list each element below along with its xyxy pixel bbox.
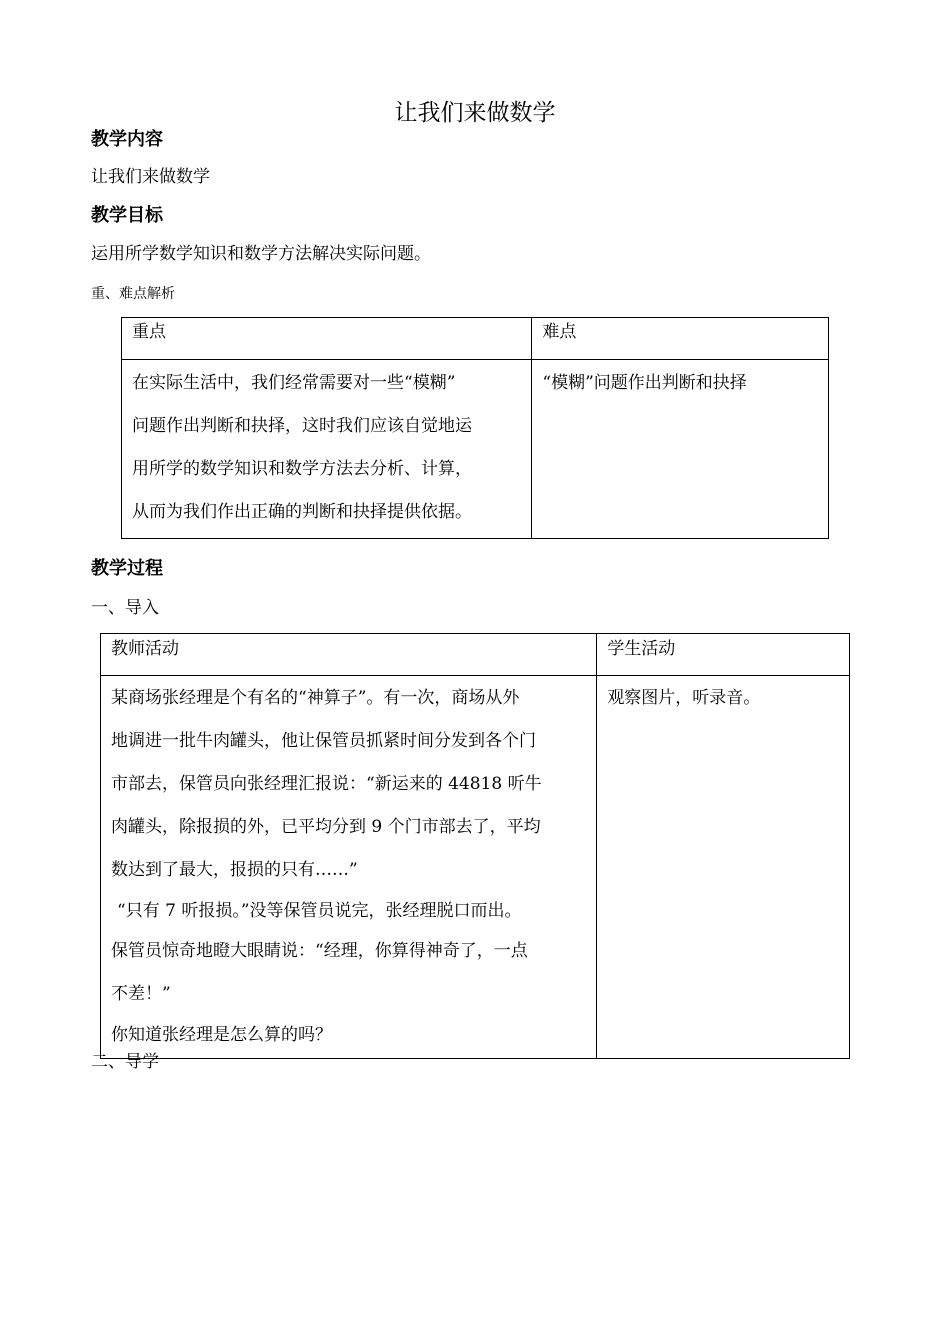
keypoints-header-difficulty: 难点 <box>532 318 829 360</box>
key-line: 在实际生活中，我们经常需要对一些“模糊” <box>132 373 456 393</box>
keypoints-key-cell <box>122 360 532 539</box>
part1-label: 一、导入 <box>91 598 159 618</box>
teacher-line: 市部去，保管员向张经理汇报说：“新运来的 44818 听牛 <box>111 774 542 794</box>
keypoints-table <box>121 317 829 539</box>
student-activity-cell <box>597 676 850 1059</box>
teaching-process-heading: 教学过程 <box>91 558 163 579</box>
keypoints-label: 重、难点解析 <box>91 286 175 302</box>
keypoints-header-key: 重点 <box>122 318 532 360</box>
key-line: 用所学的数学知识和数学方法去分析、计算， <box>132 459 472 479</box>
teacher-line: 地调进一批牛肉罐头，他让保管员抓紧时间分发到各个门 <box>111 731 536 751</box>
teacher-line: 数达到了最大，报损的只有……” <box>111 860 358 880</box>
teacher-line: 保管员惊奇地瞪大眼睛说：“经理，你算得神奇了，一点 <box>111 941 528 961</box>
activity-header-student: 学生活动 <box>597 634 850 676</box>
teacher-line: 某商场张经理是个有名的“神算子”。有一次，商场从外 <box>111 688 520 708</box>
key-line: 问题作出判断和抉择，这时我们应该自觉地运 <box>132 416 472 436</box>
part2-label: 二、导学 <box>91 1052 159 1072</box>
teacher-line: 肉罐头，除报损的外，已平均分到 9 个门市部去了，平均 <box>111 817 541 837</box>
teacher-activity-cell <box>101 676 597 1059</box>
key-line: 从而为我们作出正确的判断和抉择提供依据。 <box>132 502 472 522</box>
teaching-goal-heading: 教学目标 <box>91 205 163 226</box>
student-text: 观察图片，听录音。 <box>607 688 761 708</box>
activity-header-teacher: 教师活动 <box>101 634 597 676</box>
teaching-content-heading: 教学内容 <box>91 129 163 150</box>
document-title: 让我们来做数学 <box>394 100 556 126</box>
teaching-content-text: 让我们来做数学 <box>91 167 210 187</box>
difficulty-text: “模糊”问题作出判断和抉择 <box>542 373 747 393</box>
keypoints-difficulty-cell <box>532 360 829 539</box>
teaching-goal-text: 运用所学数学知识和数学方法解决实际问题。 <box>91 244 431 264</box>
teacher-line: 你知道张经理是怎么算的吗？ <box>111 1025 332 1045</box>
teacher-line: 不差！” <box>111 984 171 1004</box>
teacher-line: “只有 7 听报损。”没等保管员说完，张经理脱口而出。 <box>117 901 522 921</box>
activity-table <box>100 633 850 1059</box>
